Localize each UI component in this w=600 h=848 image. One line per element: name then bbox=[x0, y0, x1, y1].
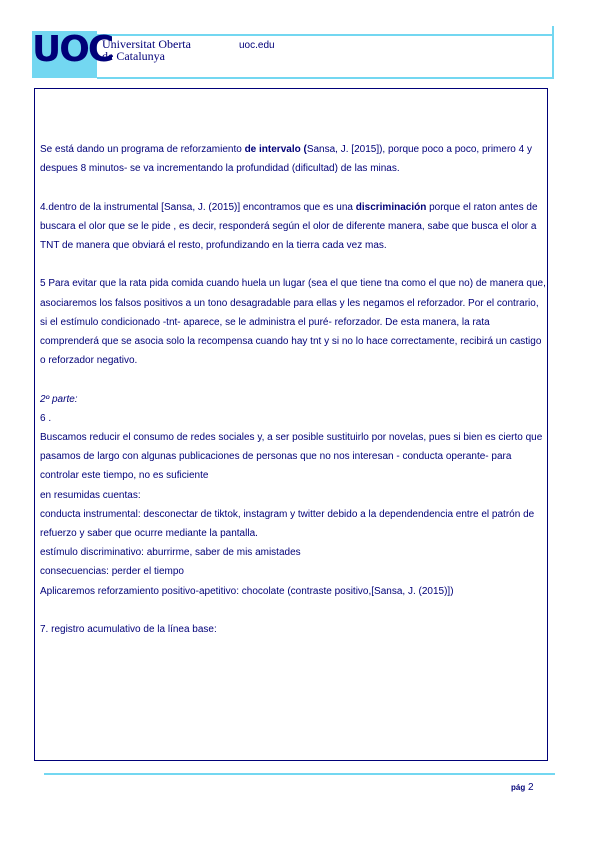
part-2-heading: 2º parte: bbox=[40, 393, 78, 405]
institution-line-2: de Catalunya bbox=[102, 49, 165, 63]
page-number-value: 2 bbox=[528, 782, 534, 793]
bold-term-interval: de intervalo ( bbox=[244, 144, 307, 155]
institution-line-1: Universitat Oberta bbox=[102, 37, 191, 51]
page-number bbox=[511, 782, 534, 793]
paragraph-item-6: Buscamos reducir el consumo de redes sociales y, a ser posible sustituirlo por novelas, pues si bien es cierto que pasamos de largo con algunas publicaciones de personas que no nos interesan - conducta operante- para controlar este tiempo, no es suficiente bbox=[40, 432, 543, 482]
consequences: consecuencias: perder el tiempo bbox=[40, 566, 184, 578]
header-rule-bottom bbox=[97, 77, 554, 79]
header-rule-vertical bbox=[552, 26, 554, 78]
paragraph-item-5: 5 Para evitar que la rata pida comida cuando huela un lugar (sea el que tiene tna como el que no) de manera que, asociaremos los falsos positivos a un tono desagradable para ellas y les negamos el reforzador. Por el contrario, si el estímulo condicionado -tnt- aparece, se le administra el puré- reforzador. De esta manera, la rata comprenderá que se asocia solo la recompensa cuando hay tnt y si no lo hace correctamente, recibirá un castigo o reforzador negativo. bbox=[40, 278, 546, 367]
uoc-logo-lettering: UOC bbox=[32, 29, 113, 70]
page-label: pág bbox=[511, 783, 526, 792]
paragraph-discrimination: 4.dentro de la instrumental [Sansa, J. (2015)] encontramos que es una discriminación porque el raton antes de buscara el olor que se le pide , es decir, responderá según el olor de diferente manera, sabe que busca el olor a TNT de manera que obviará el resto, profundizando en la tierra cada vez mas. bbox=[40, 201, 538, 251]
site-url: uoc.edu bbox=[239, 40, 275, 51]
reinforcement-plan: Aplicaremos reforzamiento positivo-apetitivo: chocolate (contraste positivo,[Sansa, J. (2015)]) bbox=[40, 585, 454, 597]
discriminative-stimulus: estímulo discriminativo: aburrirme, saber de mis amistades bbox=[40, 547, 301, 559]
institution-name bbox=[102, 38, 191, 62]
footer-rule bbox=[44, 773, 555, 775]
paragraph-interval: Se está dando un programa de reforzamiento de intervalo (Sansa, J. [2015]), porque poco a poco, primero 4 y despues 8 minutos- se va incrementando la profundidad (dificultad) de las minas. bbox=[40, 144, 532, 175]
item-6-number: 6 . bbox=[40, 412, 52, 424]
uoc-logo-icon bbox=[32, 29, 113, 78]
summary-intro: en resumidas cuentas: bbox=[40, 489, 141, 501]
header-rule-top bbox=[97, 34, 554, 36]
item-7: 7. registro acumulativo de la línea base: bbox=[40, 624, 217, 636]
bold-term-discrimination: discriminación bbox=[355, 201, 427, 213]
instrumental-behaviour: conducta instrumental: desconectar de tiktok, instagram y twitter debido a la dependendencia entre el patrón de refuerzo y saber que ocurre mediante la pantalla. bbox=[40, 508, 535, 540]
document-body bbox=[40, 140, 546, 639]
